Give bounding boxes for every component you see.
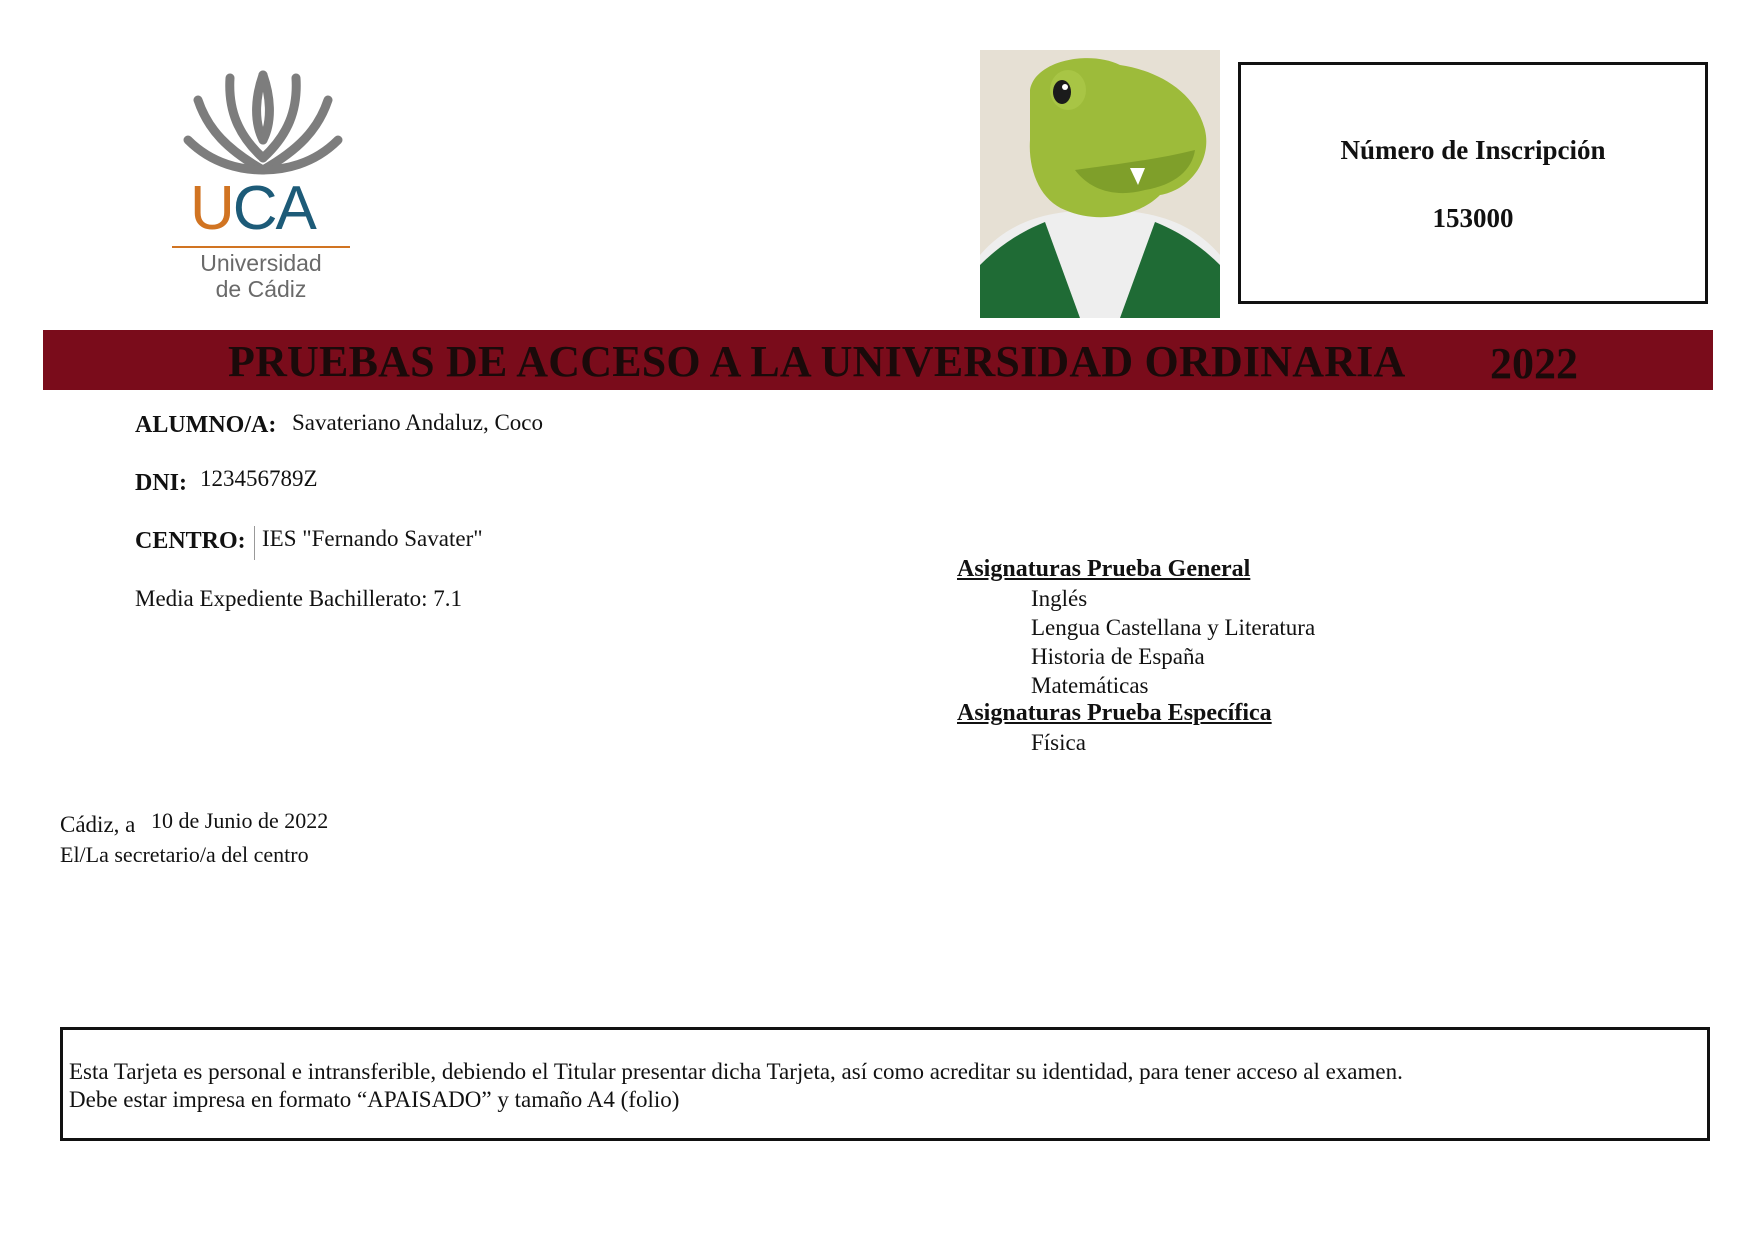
inscription-label: Número de Inscripción: [1340, 135, 1606, 165]
signature-place: Cádiz, a: [60, 812, 136, 837]
notice-line-2: Debe estar impresa en formato “APAISADO” y tamaño A4 (folio): [69, 1087, 680, 1112]
subject-item: Física: [1031, 730, 1086, 755]
student-name: Savateriano Andaluz, Coco: [292, 410, 544, 435]
inscription-number: 153000: [1432, 203, 1514, 233]
subject-item: Inglés: [1031, 586, 1088, 611]
signature-role: El/La secretario/a del centro: [60, 842, 309, 867]
banner-year: 2022: [1490, 339, 1578, 388]
media-expediente: Media Expediente Bachillerato: 7.1: [135, 586, 462, 611]
centro-label: CENTRO:: [135, 528, 246, 554]
centro-value: IES "Fernando Savater": [262, 526, 483, 551]
subject-item: Historia de España: [1031, 644, 1205, 669]
general-subjects-heading: Asignaturas Prueba General: [957, 556, 1251, 582]
banner-title: PRUEBAS DE ACCESO A LA UNIVERSIDAD ORDINARIA: [228, 337, 1406, 386]
subject-item: Lengua Castellana y Literatura: [1031, 615, 1316, 640]
inscription-box: [1238, 62, 1708, 304]
notice-line-1: Esta Tarjeta es personal e intransferible, debiendo el Titular presentar dicha Tarjeta, así como acreditar su identidad, para tener acceso al examen.: [69, 1059, 1403, 1084]
title-banner: [43, 330, 1713, 390]
university-logo: [168, 70, 358, 310]
logo-line-1: Universidad: [200, 250, 322, 276]
dni-label: DNI:: [135, 470, 187, 496]
uca-emblem-icon: [168, 70, 358, 180]
signature-date: 10 de Junio de 2022: [151, 808, 329, 833]
uca-wordmark: UCA: [190, 174, 315, 243]
dni-value: 123456789Z: [200, 466, 318, 491]
logo-rule: [172, 246, 350, 248]
logo-line-2: de Cádiz: [215, 276, 307, 302]
centro-divider: [254, 526, 255, 560]
student-photo: [980, 50, 1220, 318]
subject-item: Matemáticas: [1031, 673, 1149, 698]
student-name-label: ALUMNO/A:: [135, 412, 277, 438]
notice-box: [60, 1027, 1710, 1141]
student-photo-icon: [980, 50, 1220, 318]
specific-subjects-heading: Asignaturas Prueba Específica: [957, 700, 1272, 726]
